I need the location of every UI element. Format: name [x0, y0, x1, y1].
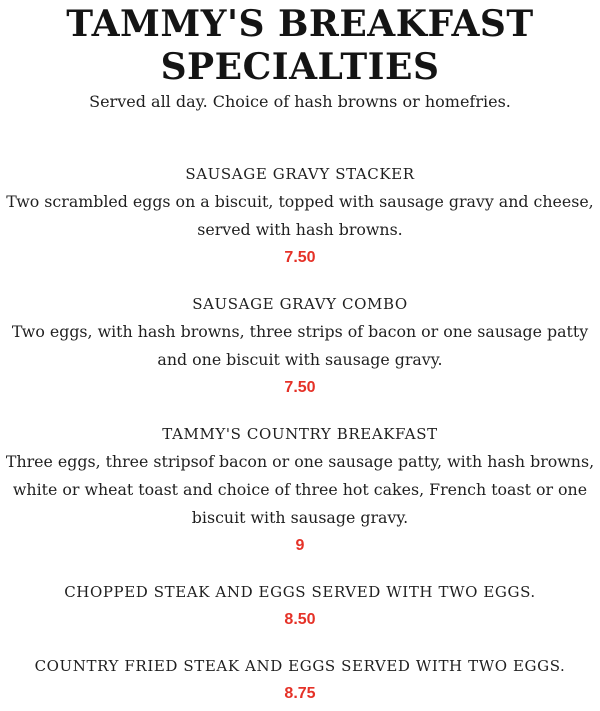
item-price: 9 [295, 537, 305, 554]
item-name: CHOPPED STEAK AND EGGS SERVED WITH TWO EGGS. [64, 583, 536, 601]
menu-item-country-fried-steak-and-eggs [0, 652, 600, 708]
item-name: SAUSAGE GRAVY STACKER [185, 165, 415, 183]
item-price: 8.75 [284, 685, 316, 702]
menu-item-list [0, 160, 600, 708]
item-name: SAUSAGE GRAVY COMBO [192, 295, 408, 313]
item-description: Two scrambled eggs on a biscuit, topped with sausage gravy and cheese, served with hash browns. [6, 192, 594, 239]
menu-item-sausage-gravy-combo [0, 290, 600, 402]
item-name: TAMMY'S COUNTRY BREAKFAST [162, 425, 438, 443]
item-price: 8.50 [284, 611, 316, 628]
item-description: Three eggs, three stripsof bacon or one sausage patty, with hash browns, white or wheat toast and choice of three hot cakes, French toast or one biscuit with sausage gravy. [5, 452, 595, 527]
item-price: 7.50 [284, 249, 316, 266]
menu-item-sausage-gravy-stacker [0, 160, 600, 272]
menu-item-chopped-steak-and-eggs [0, 578, 600, 634]
menu-page [0, 3, 600, 711]
menu-subtitle: Served all day. Choice of hash browns or homefries. [89, 92, 511, 111]
item-description: Two eggs, with hash browns, three strips of bacon or one sausage patty and one biscuit with sausage gravy. [11, 322, 589, 369]
item-name: COUNTRY FRIED STEAK AND EGGS SERVED WITH TWO EGGS. [34, 657, 566, 675]
page-title: TAMMY'S BREAKFAST SPECIALTIES [66, 3, 534, 88]
menu-item-tammys-country-breakfast [0, 420, 600, 560]
item-price: 7.50 [284, 379, 316, 396]
